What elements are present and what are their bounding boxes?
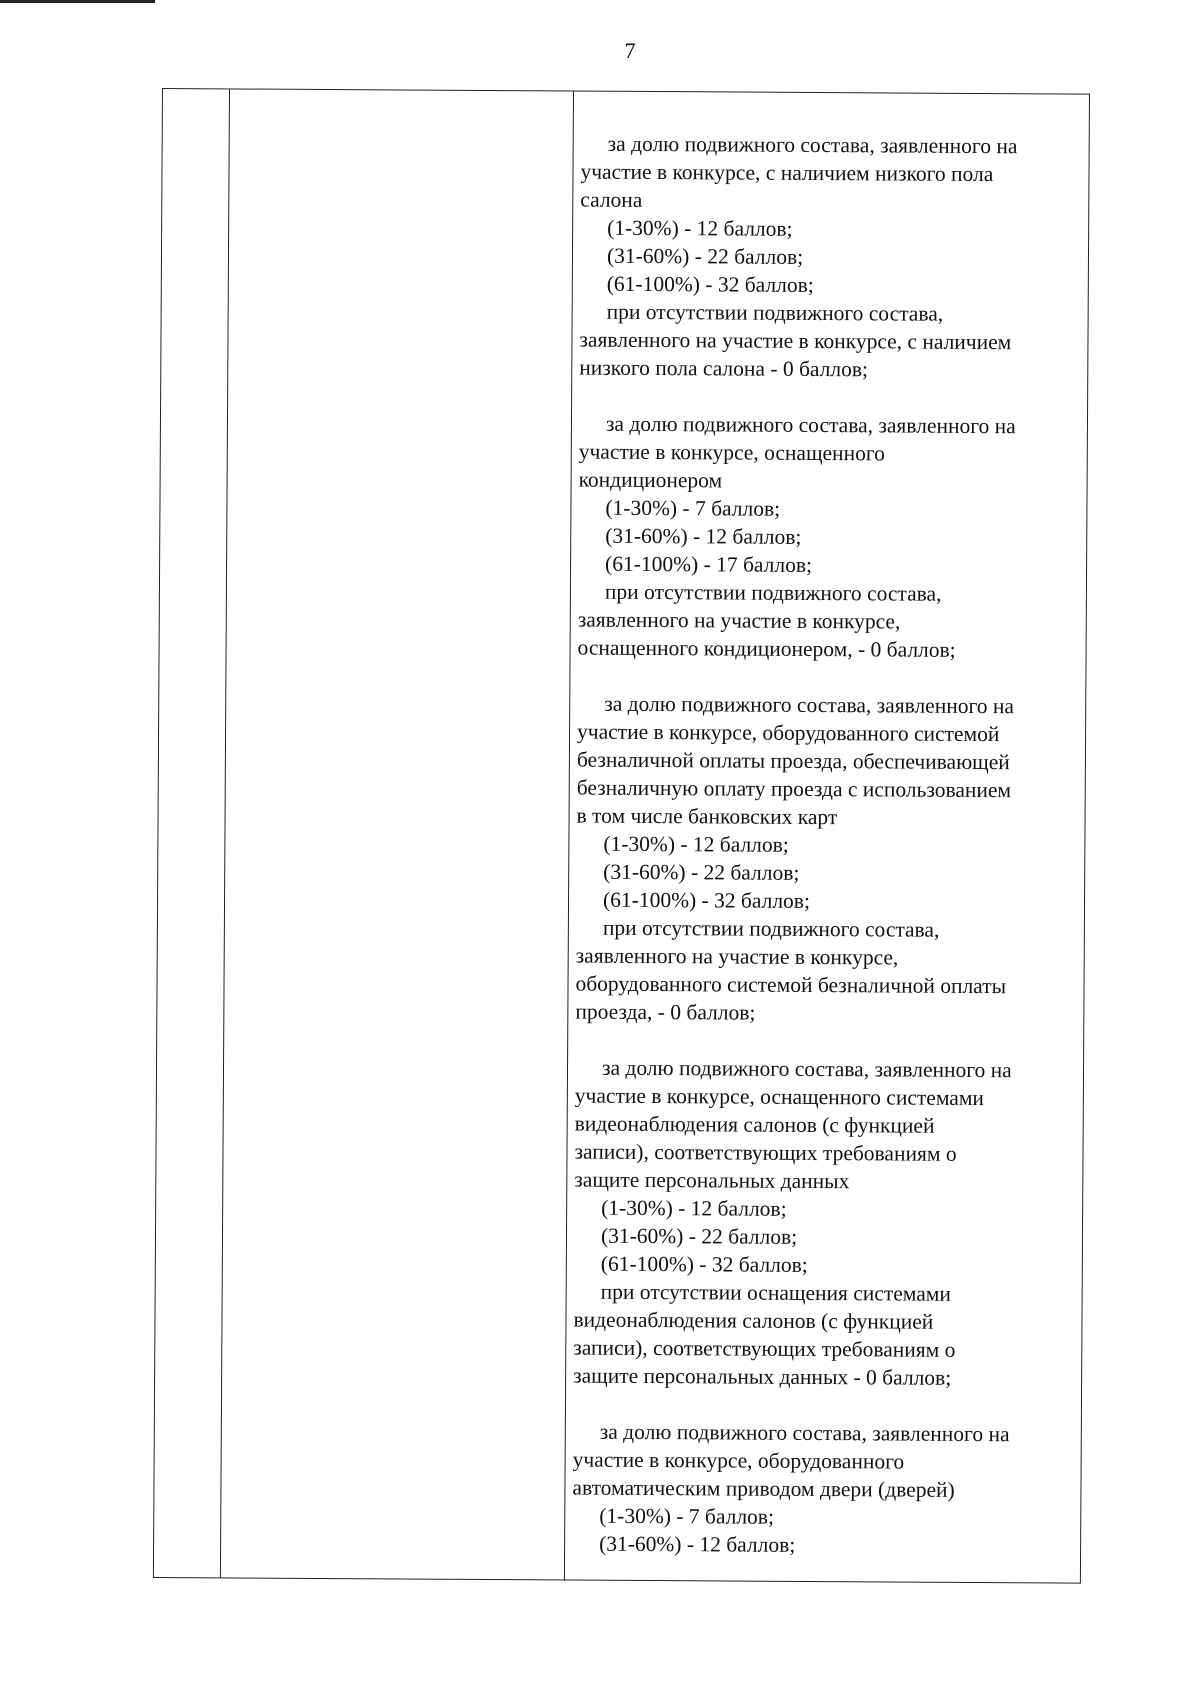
criterion-line: защите персональных данных — [574, 1167, 850, 1194]
criterion-line: безналичную оплату проезда с использованием — [576, 775, 1012, 803]
criterion-block — [572, 1418, 1078, 1561]
criterion-line: за долю подвижного состава, заявленного на — [605, 411, 1016, 439]
criterion-line: при отсутствии подвижного состава, — [606, 299, 944, 326]
criterion-line: (61-100%) - 32 баллов; — [602, 887, 811, 913]
criterion-line: (31-60%) - 12 баллов; — [599, 1531, 796, 1557]
criterion-block — [575, 690, 1082, 1029]
page-number: 7 — [624, 38, 636, 63]
criterion-block — [578, 410, 1085, 665]
criterion-line: заявленного на участие в конкурсе, — [577, 607, 901, 634]
criterion-line: (1-30%) - 7 баллов; — [599, 1503, 775, 1529]
criterion-line: видеонаблюдения салонов (с функцией — [573, 1307, 934, 1334]
criterion-line: участие в конкурсе, оснащенного системами — [574, 1083, 985, 1111]
criterion-line: кондиционером — [578, 467, 723, 493]
scan-edge-line — [0, 0, 155, 3]
criterion-line: низкого пола салона - 0 баллов; — [579, 355, 869, 382]
criterion-line: записи), соответствующих требованиям о — [573, 1335, 956, 1362]
criteria-cell — [572, 130, 1086, 1589]
criterion-line: при отсутствии подвижного состава, — [604, 579, 942, 606]
criterion-line: записи), соответствующих требованиям о — [574, 1139, 957, 1166]
criterion-line: проезда, - 0 баллов; — [575, 999, 756, 1025]
criterion-line: участие в конкурсе, оснащенного — [578, 439, 885, 466]
criterion-line: видеонаблюдения салонов (с функцией — [574, 1111, 935, 1138]
criterion-line: (1-30%) - 12 баллов; — [603, 831, 789, 857]
criterion-line: (61-100%) - 32 баллов; — [600, 1251, 808, 1277]
criterion-line: (61-100%) - 17 баллов; — [605, 551, 813, 577]
criterion-line: за долю подвижного состава, заявленного на — [599, 1419, 1010, 1447]
criterion-line: защите персональных данных - 0 баллов; — [573, 1363, 952, 1390]
criterion-line: безналичной оплаты проезда, обеспечивающей — [576, 747, 1010, 775]
criteria-table — [153, 88, 1090, 1584]
criterion-line: за долю подвижного состава, заявленного на — [601, 1055, 1012, 1083]
column-divider-1 — [220, 89, 230, 1577]
criterion-line: (31-60%) - 22 баллов; — [603, 859, 800, 885]
criterion-line: (31-60%) - 12 баллов; — [605, 523, 802, 549]
criterion-line: (61-100%) - 32 баллов; — [606, 271, 814, 297]
criterion-line: (1-30%) - 7 баллов; — [605, 495, 781, 521]
criterion-line: (31-60%) - 22 баллов; — [600, 1223, 798, 1249]
criterion-line: заявленного на участие в конкурсе, — [575, 943, 899, 970]
criterion-line: (31-60%) - 22 баллов; — [606, 243, 804, 269]
criterion-line: за долю подвижного состава, заявленного на — [607, 131, 1018, 159]
criterion-line: в том числе банковских карт — [576, 803, 838, 830]
criterion-line: салона — [580, 187, 643, 212]
criterion-line: за долю подвижного состава, заявленного на — [604, 691, 1015, 719]
criterion-line: автоматическим приводом двери (дверей) — [572, 1475, 955, 1502]
criterion-block — [579, 130, 1086, 385]
criterion-line: участие в конкурсе, с наличием низкого пола — [580, 159, 994, 187]
criterion-line: заявленного на участие в конкурсе, с наличием — [579, 327, 1012, 355]
criterion-line: участие в конкурсе, оборудованного системой — [577, 719, 1000, 747]
criterion-line: при отсутствии оснащения системами — [600, 1279, 952, 1306]
criterion-line: оснащенного кондиционером, - 0 баллов; — [577, 635, 956, 662]
criterion-block — [573, 1054, 1080, 1393]
criterion-line: (1-30%) - 12 баллов; — [607, 215, 793, 241]
criterion-line: участие в конкурсе, оборудованного — [572, 1447, 905, 1474]
criterion-line: оборудованного системой безналичной оплаты — [575, 971, 1007, 999]
criterion-line: (1-30%) - 12 баллов; — [601, 1195, 787, 1221]
criterion-line: при отсутствии подвижного состава, — [602, 915, 940, 942]
